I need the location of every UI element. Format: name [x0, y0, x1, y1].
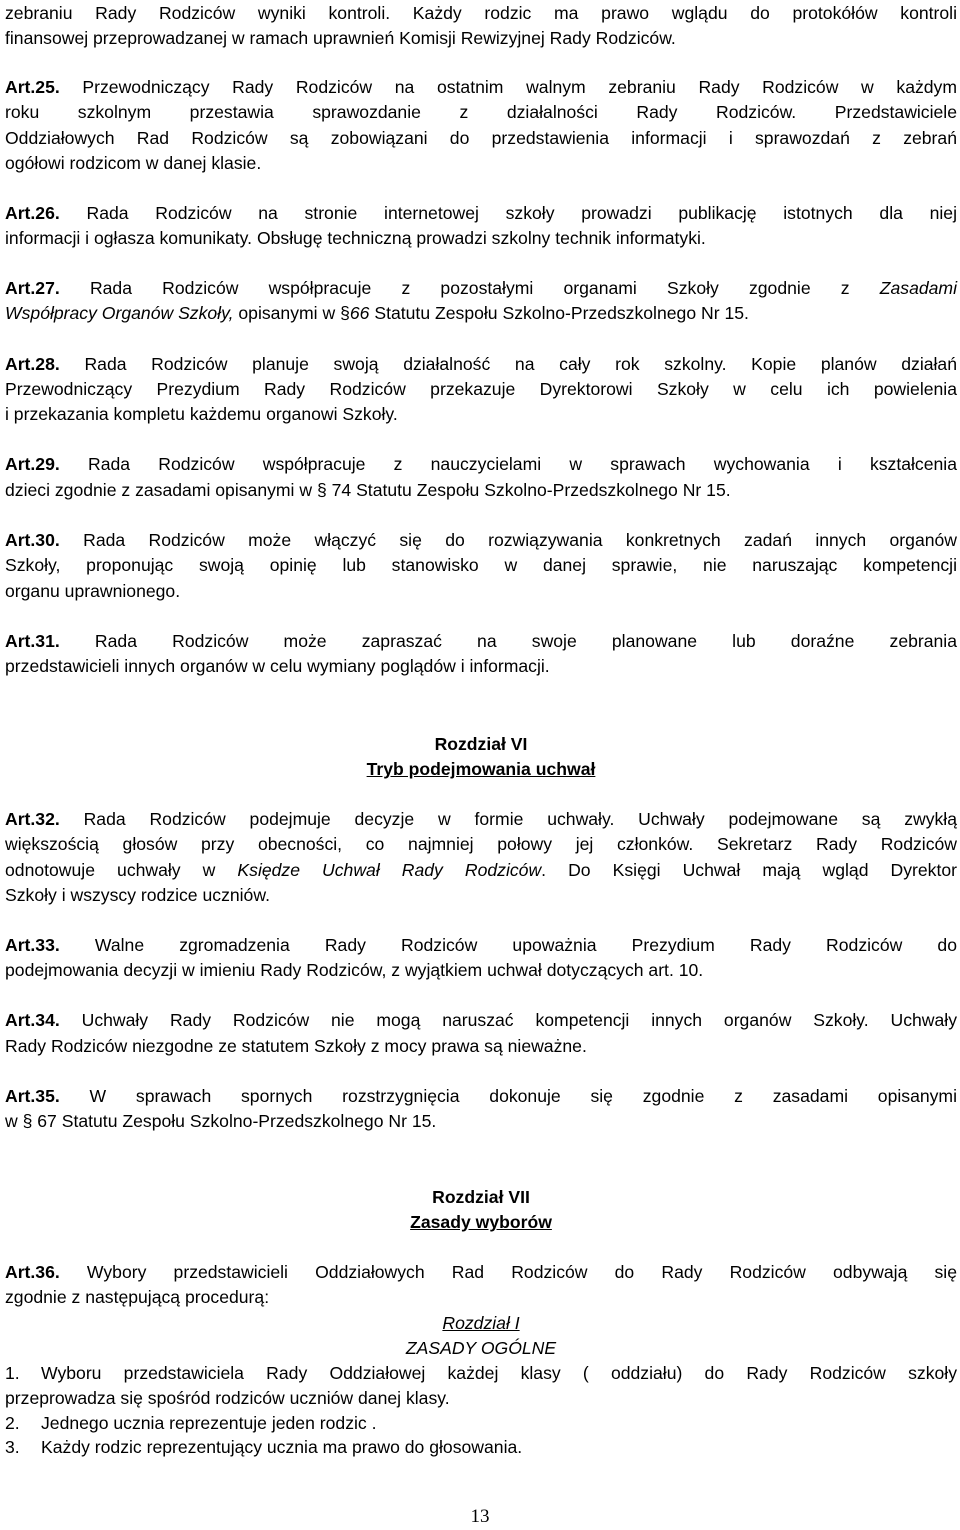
art36-line-1 — [5, 1259, 957, 1285]
subchapter-title — [5, 1310, 957, 1336]
art35-text-1: W sprawach spornych rozstrzygnięcia dokonuje się zgodnie z zasadami opisanymi — [89, 1086, 958, 1106]
art36-line-2: zgodnie z następującą procedurą: — [5, 1287, 270, 1307]
art32-line-1 — [5, 806, 957, 832]
list-item-3 — [5, 1434, 957, 1460]
art35-line-2: w § 67 Statutu Zespołu Szkolno-Przedszkolnego Nr 15. — [5, 1111, 437, 1131]
list-item-2-text: Jednego ucznia reprezentuje jeden rodzic . — [41, 1413, 377, 1433]
art34-label: Art.34. — [5, 1010, 60, 1030]
art31-label: Art.31. — [5, 631, 60, 651]
art31-line-1 — [5, 628, 957, 654]
list-item-2 — [5, 1410, 957, 1436]
art30-label: Art.30. — [5, 530, 60, 550]
art26-line-1 — [5, 200, 957, 226]
art32-line-2: większością głosów przy obecności, co najmniej połowy jej członków. Sekretarz Rady Rodziców — [5, 834, 957, 854]
intro-line-1: zebraniu Rady Rodziców wyniki kontroli. Każdy rodzic ma prawo wglądu do protokółów kontroli — [5, 3, 957, 23]
art27-text-1: Rada Rodziców współpracuje z pozostałymi organami Szkoły zgodnie z — [89, 278, 850, 298]
chapter6-title: Rozdział VI — [434, 734, 528, 754]
subchapter-subtitle: ZASADY OGÓLNE — [405, 1338, 557, 1358]
intro-line-2: finansowej przeprowadzanej w ramach uprawnień Komisji Rewizyjnej Rady Rodziców. — [5, 28, 676, 48]
art31-text-1: Rada Rodziców może zapraszać na swoje planowane lub doraźne zebrania — [94, 631, 958, 651]
chapter7-title: Rozdział VII — [432, 1187, 530, 1207]
art28-text-1: Rada Rodziców planuje swoją działalność na cały rok szkolny. Kopie planów działań — [84, 354, 958, 374]
art35-label: Art.35. — [5, 1086, 60, 1106]
art27-italic-2: Współpracy Organów Szkoły, — [5, 303, 234, 323]
chapter7-subtitle-text: Zasady wyborów — [410, 1212, 552, 1232]
art36-label: Art.36. — [5, 1262, 60, 1282]
art32-italic: Księdze Uchwał Rady Rodziców — [237, 860, 542, 880]
art28-line-3: i przekazania kompletu każdemu organowi Szkoły. — [5, 404, 398, 424]
art25-line-3: Oddziałowych Rad Rodziców są zobowiązani do przedstawienia informacji i sprawozdań z zebrań — [5, 128, 957, 148]
art31-line-2: przedstawicieli innych organów w celu wymiany poglądów i informacji. — [5, 656, 550, 676]
art34-line-1 — [5, 1007, 957, 1033]
art32-text-3-rest: . Do Księgi Uchwał mają wgląd Dyrektor — [541, 860, 957, 880]
art32-line-4: Szkoły i wszyscy rodzice uczniów. — [5, 885, 270, 905]
art25-line-4: ogółowi rodzicom w danej klasie. — [5, 153, 262, 173]
section-sign-icon: § — [340, 303, 350, 323]
list-item-1-number: 1. — [5, 1363, 20, 1383]
list-item-2-number: 2. — [5, 1413, 20, 1433]
art28-label: Art.28. — [5, 354, 60, 374]
subchapter-title-text: Rozdział I — [442, 1313, 520, 1333]
art27-label: Art.27. — [5, 278, 60, 298]
art25-label: Art.25. — [5, 77, 60, 97]
art27-line-2 — [5, 300, 957, 326]
art34-line-2: Rady Rodziców niezgodne ze statutem Szkoły z mocy prawa są nieważne. — [5, 1036, 587, 1056]
art36-text-1: Wybory przedstawicieli Oddziałowych Rad Rodziców do Rady Rodziców odbywają się — [86, 1262, 957, 1282]
art25-line-1 — [5, 74, 957, 100]
list-item-3-number: 3. — [5, 1437, 20, 1457]
art28-line-2: Przewodniczący Prezydium Rady Rodziców przekazuje Dyrektorowi Szkoły w celu ich powielenia — [5, 379, 957, 399]
art33-line-2: podejmowania decyzji w imieniu Rady Rodziców, z wyjątkiem uchwał dotyczących art. 10. — [5, 960, 704, 980]
art30-text-1: Rada Rodziców może włączyć się do rozwiązywania konkretnych zadań innych organów — [83, 530, 958, 550]
art27-italic-1: Zasadami — [879, 278, 957, 298]
art32-line-3 — [5, 857, 957, 883]
chapter7-subtitle — [5, 1209, 957, 1235]
art30-line-3: organu uprawnionego. — [5, 581, 181, 601]
art29-label: Art.29. — [5, 454, 60, 474]
art27-line-1 — [5, 275, 957, 301]
art27-ref-italic: 66 — [349, 303, 370, 323]
list-item-3-text: Każdy rodzic reprezentujący ucznia ma prawo do głosowania. — [41, 1437, 523, 1457]
list-item-1-line-2: przeprowadza się spośród rodziców uczniów danej klasy. — [5, 1388, 450, 1408]
art33-label: Art.33. — [5, 935, 60, 955]
art25-text-1: Przewodniczący Rady Rodziców na ostatnim walnym zebraniu Rady Rodziców w każdym — [82, 77, 958, 97]
art30-line-1 — [5, 527, 957, 553]
art29-line-2: dzieci zgodnie z zasadami opisanymi w § 74 Statutu Zespołu Szkolno-Przedszkolnego Nr 15. — [5, 480, 731, 500]
art27-text-2-rest: Statutu Zespołu Szkolno-Przedszkolnego Nr 15. — [374, 303, 749, 323]
art32-label: Art.32. — [5, 809, 60, 829]
art34-text-1: Uchwały Rady Rodziców nie mogą naruszać kompetencji innych organów Szkoły. Uchwały — [81, 1010, 957, 1030]
art25-line-2: roku szkolnym przestawia sprawozdanie z działalności Rady Rodziców. Przedstawiciele — [5, 102, 957, 122]
page-number: 13 — [470, 1506, 490, 1527]
chapter6-subtitle — [5, 756, 957, 782]
art30-line-2: Szkoły, proponując swoją opinię lub stanowisko w danej sprawie, nie naruszając kompetencji — [5, 555, 957, 575]
chapter6-subtitle-text: Tryb podejmowania uchwał — [366, 759, 596, 779]
art33-text-1: Walne zgromadzenia Rady Rodziców upoważnia Prezydium Rady Rodziców do — [94, 935, 958, 955]
art26-line-2: informacji i ogłasza komunikaty. Obsługę techniczną prowadzi szkolny technik informatyki. — [5, 228, 706, 248]
list-item-1-text-1: Wyboru przedstawiciela Rady Oddziałowej każdej klasy ( oddziału) do Rady Rodziców szkoły — [41, 1363, 957, 1383]
art26-text-1: Rada Rodziców na stronie internetowej szkoły prowadzi publikację istotnych dla niej — [86, 203, 957, 223]
art27-text-2: opisanymi w — [238, 303, 336, 323]
art32-text-1: Rada Rodziców podejmuje decyzje w formie uchwały. Uchwały podejmowane są zwykłą — [83, 809, 957, 829]
list-item-1-line-1 — [5, 1360, 957, 1386]
art32-text-3: odnotowuje uchwały w — [5, 860, 216, 880]
art35-line-1 — [5, 1083, 957, 1109]
art29-line-1 — [5, 451, 957, 477]
art33-line-1 — [5, 932, 957, 958]
art28-line-1 — [5, 351, 957, 377]
art26-label: Art.26. — [5, 203, 60, 223]
art29-text-1: Rada Rodziców współpracuje z nauczycielami w sprawach wychowania i kształcenia — [87, 454, 957, 474]
